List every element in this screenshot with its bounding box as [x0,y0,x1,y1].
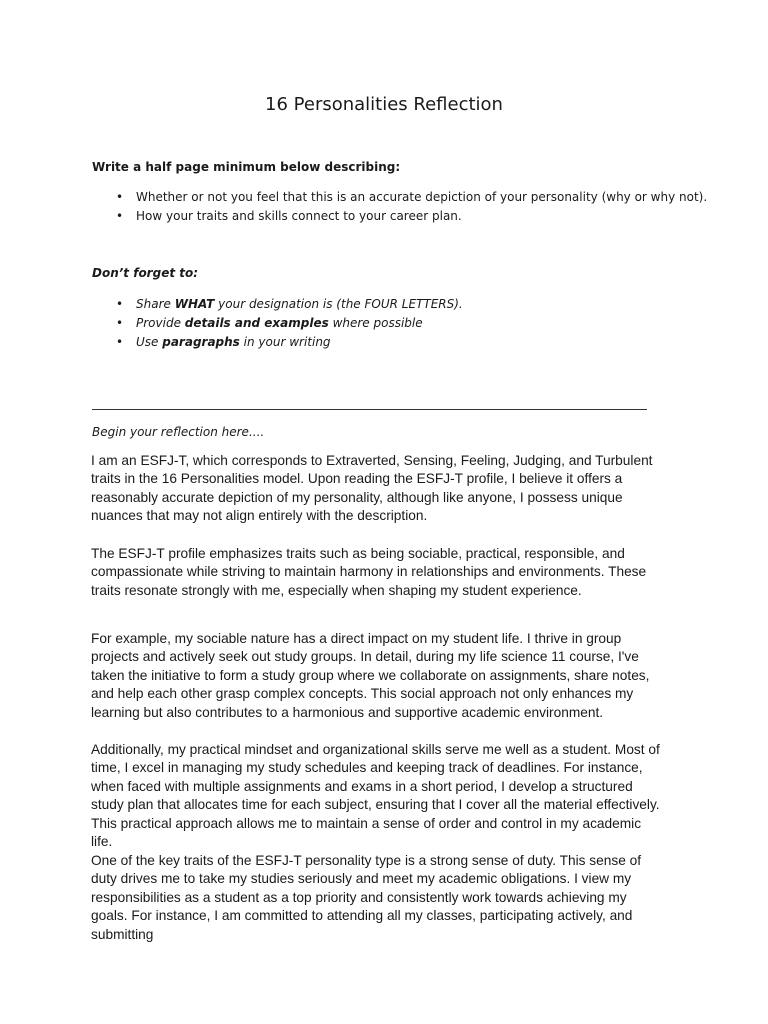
reflection-paragraph: One of the key traits of the ESFJ-T personality type is a strong sense of duty. This sense of duty drives me to take my studies seriously and meet my academic obligations. I view my responsibilities as a student as a top priority and consistently work towards achieving my goals. For instance, I am committed to attending all my classes, participating actively, and submitting [91,853,642,942]
list-item: • Provide details and examples where possible [116,314,463,333]
list-item: • How your traits and skills connect to your career plan. [116,207,707,226]
list-item: • Share WHAT your designation is (the FOUR LETTERS). [116,295,463,314]
reminders-list [116,295,463,352]
reminders-heading: Don’t forget to: [92,266,199,280]
list-item: • Whether or not you feel that this is an accurate depiction of your personality (why or why not). [116,188,707,207]
begin-prompt: Begin your reflection here.... [92,425,265,439]
list-item: • Use paragraphs in your writing [116,333,463,352]
reflection-paragraph: The ESFJ-T profile emphasizes traits such as being sociable, practical, responsible, and compassionate while striving to maintain harmony in relationships and environments. These traits resonate strongly with me, especially when shaping my student experience. [91,546,647,598]
reflection-paragraph: I am an ESFJ-T, which corresponds to Extraverted, Sensing, Feeling, Judging, and Turbulent traits in the 16 Personalities model. Upon reading the ESFJ-T profile, I believe it offers a reasonably accurate depiction of my personality, although like anyone, I possess unique nuances that may not align entirely with the description. [91,453,653,524]
page-title: 16 Personalities Reflection [265,94,503,115]
instructions-list [116,188,707,226]
divider-line [92,409,647,410]
instructions-heading: Write a half page minimum below describing: [92,160,401,174]
reflection-paragraph: Additionally, my practical mindset and organizational skills serve me well as a student. Most of time, I excel in managing my study schedules and keeping track of deadlines. For instance, when faced with multiple assignments and exams in a short period, I develop a structured study plan that allocates time for each subject, ensuring that I cover all the material effectively. This practical approach allows me to maintain a sense of order and control in my academic life. [91,742,660,850]
reflection-paragraph: For example, my sociable nature has a direct impact on my student life. I thrive in group projects and actively seek out study groups. In detail, during my life science 11 course, I've taken the initiative to form a study group where we collaborate on assignments, share notes, and help each other grasp complex concepts. This social approach not only enhances my learning but also contributes to a harmonious and supportive academic environment. [91,631,650,720]
